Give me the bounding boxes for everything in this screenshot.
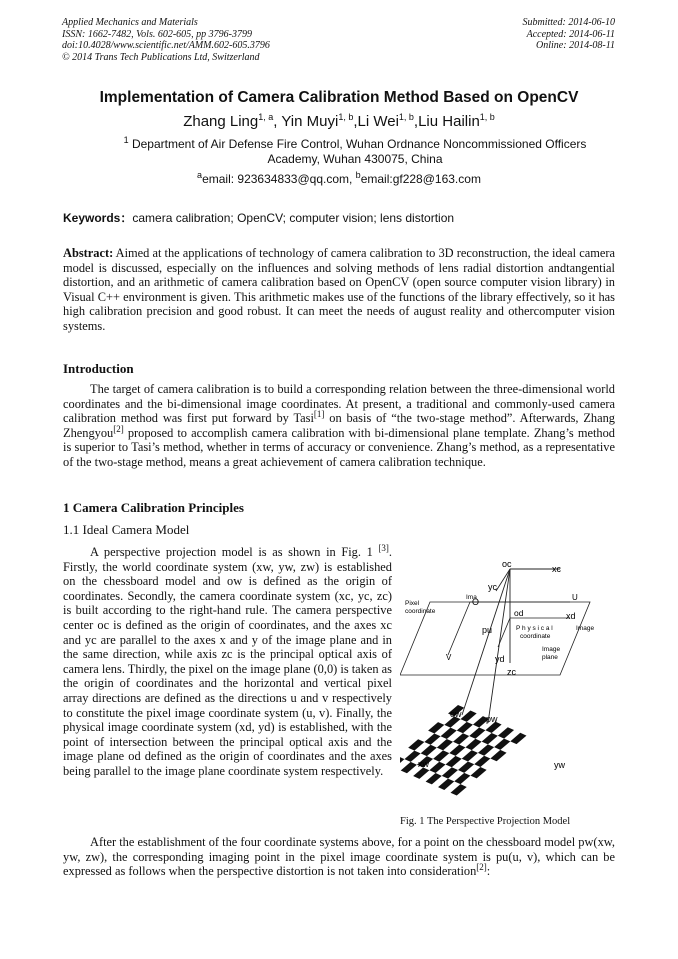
after-paragraph: After the establishment of the four coordinate systems above, for a point on the chessboard model pw(xw, yw, zw), the corresponding imaging point in the pixel image coordinate system is pu(u, v), which can be expressed as follows when the perspective distortion is not taken into consideration[2]:	[63, 835, 615, 879]
v-axis	[448, 602, 470, 655]
author-sup: 1, b	[338, 112, 354, 122]
intro-paragraph: The target of camera calibration is to build a corresponding relation between the three-dimensional world coordinates and the bi-dimensional image coordinates. At present, a traditional and commonly-used camera calibration method was first put forward by Tasi[1] on basis of “the two-stage method”. Afterwards, Zhang Zhengyou[2] proposed to accomplish camera calibration with bi-dimensional plane template. Zhang’s method is superior to Tasi’s method, whether in terms of accuracy or convenience. Zhang’s method, as a representative of the two-stage method, means a great achievement of camera calibration technique.	[63, 382, 615, 469]
label-o: O	[472, 597, 480, 607]
chessboard-square	[438, 779, 454, 790]
label-yw: yw	[554, 760, 565, 770]
chessboard-square	[482, 733, 498, 744]
keywords	[63, 209, 454, 226]
chessboard-square	[510, 733, 526, 744]
chessboard-square	[426, 773, 442, 784]
subsection-heading: 1.1 Ideal Camera Model	[63, 522, 190, 537]
submitted-date: Submitted: 2014-06-10	[522, 17, 615, 28]
email-line: $^a$email: 923634833@qq.com, $^b$email:gf228@163.com	[197, 170, 481, 186]
chessboard-square	[494, 739, 510, 750]
affiliation: $^1$ Department of Air Defense Fire Control, Wuhan Ordnance Noncommissioned Officers Academy, Wuhan 430075, China	[123, 135, 587, 166]
doi-line: doi:10.4028/www.scientific.net/AMM.602-605.3796	[62, 40, 270, 51]
citation: [2]	[113, 423, 124, 434]
label-pw: pw	[486, 714, 498, 724]
chessboard-square	[424, 733, 440, 744]
chessboard-square	[428, 722, 444, 733]
chessboard-square	[478, 744, 494, 755]
chessboard-square	[458, 761, 474, 772]
label-image-right: Image	[576, 625, 595, 632]
chessboard-square	[465, 739, 481, 750]
figure-caption: Fig. 1 The Perspective Projection Model	[400, 816, 571, 827]
label-xd: xd	[566, 611, 576, 621]
email-b: email:gf228@163.com	[360, 172, 481, 186]
citation: [1]	[313, 409, 325, 420]
perspective-projection-figure	[400, 555, 620, 813]
chessboard-square	[451, 784, 467, 795]
label-xw: xw	[418, 759, 429, 769]
author-name: Liu Hailin	[418, 113, 480, 130]
paper-title: Implementation of Camera Calibration Method Based on OpenCV	[99, 89, 579, 106]
citation: [2]	[476, 862, 487, 873]
keywords-text: camera calibration; OpenCV; computer vision; lens distortion	[132, 211, 455, 225]
label-yd: yd	[495, 654, 505, 664]
abstract-label: Abstract:	[63, 246, 114, 260]
chessboard-square	[469, 727, 485, 738]
chessboard-square	[453, 733, 469, 744]
label-physical: P h y s i c a l	[516, 625, 553, 632]
citation: [3]	[378, 542, 389, 553]
keywords-label: Keywords：	[63, 211, 133, 225]
journal-name: Applied Mechanics and Materials	[62, 17, 198, 28]
label-pixel-coordinate: coordinate	[405, 608, 436, 615]
abstract	[63, 246, 615, 334]
chessboard-square	[408, 739, 424, 750]
label-xc: xc	[552, 564, 561, 574]
author-name: Zhang Ling	[183, 113, 259, 130]
yc-axis	[496, 569, 510, 591]
online-date: Online: 2014-08-11	[536, 40, 615, 51]
chessboard-square	[446, 756, 462, 767]
issn-line: ISSN: 1662-7482, Vols. 602-605, pp 3796-3799	[62, 28, 252, 40]
label-physical-coordinate: coordinate	[520, 633, 551, 640]
chessboard-square	[429, 762, 445, 773]
intro-heading: Introduction	[63, 361, 134, 376]
label-yc: yc	[488, 582, 497, 592]
chessboard-square	[442, 767, 458, 778]
model-paragraph: A perspective projection model is as shown in Fig. 1 [3]. Firstly, the world coordinate system (xw, yw, zw) is established on the chessboard model and ow is defined as the origin of coordinates. Secondly, the camera coordinate system (xc, yc, zc) is built according to the right-hand rule. The camera perspective center oc is defined as the origin of coordinates, and the axes xc and yc are parallel to the axes x and y of the image plane and in the same direction, while axis zc is the principal optical axis of camera lens. Thirdly, the pixel on the image plane (0,0) is taken as the origin of coordinates and the horizontal and vertical pixel array directions are defined as the directions u and v respectively to constitute the pixel image coordinate system (u, v). Finally, the physical image coordinate system (xd, yd) is established, with the point of intersection between the principal optical axis and the image plane od defined as the origin of coordinates and the axes being parallel to the image plane coordinate system respectively.	[63, 542, 392, 778]
label-image-plane-1: Image	[542, 646, 561, 653]
chessboard-square	[449, 745, 465, 756]
chessboard-square	[457, 722, 473, 733]
chessboard-square	[498, 727, 514, 738]
chessboard-square	[470, 767, 486, 778]
chessboard-square	[462, 750, 478, 761]
author-sup: 1, a	[258, 112, 274, 122]
affiliation-text: Department of Air Defense Fire Control, Wuhan Ordnance Noncommissioned Officers Academy, Wuhan 430075, China	[131, 137, 587, 166]
chessboard-square	[401, 762, 417, 773]
yd-axis	[498, 618, 510, 647]
chessboard-square	[421, 745, 437, 756]
chessboard-square	[490, 750, 506, 761]
label-u: U	[572, 593, 578, 602]
label-v: V	[446, 653, 452, 662]
chessboard-square	[437, 739, 453, 750]
label-zc: zc	[507, 667, 516, 677]
author-list: Zhang Ling$^{1, a}$, Yin Muyi$^{1, b}$,Li Wei$^{1, b}$,Liu Hailin$^{1, b}$	[183, 112, 495, 130]
projection-line-ow	[462, 569, 510, 715]
chessboard-square	[454, 773, 470, 784]
chessboard-square	[474, 756, 490, 767]
journal-header	[62, 17, 270, 63]
label-image-fragment: Ima	[466, 594, 477, 601]
author-sup: 1, b	[479, 112, 495, 122]
chessboard-square	[413, 767, 429, 778]
label-image-plane-2: plane	[542, 654, 558, 661]
label-pu: pu	[482, 625, 493, 635]
dates-header	[523, 17, 616, 52]
author-name: Li Wei	[357, 113, 399, 130]
accepted-date: Accepted: 2014-06-11	[526, 28, 615, 40]
copyright-line: © 2014 Trans Tech Publications Ltd, Switzerland	[62, 51, 260, 63]
chessboard-square	[433, 750, 449, 761]
author-name: Yin Muyi	[281, 113, 339, 130]
chessboard	[400, 705, 526, 796]
label-pixel: Pixel	[405, 600, 420, 607]
email-a: email: 923634833@qq.com,	[202, 172, 356, 186]
label-oc: oc	[502, 559, 512, 569]
section-heading: 1 Camera Calibration Principles	[63, 500, 244, 515]
chessboard-square	[441, 728, 457, 739]
author-sup: 1, b	[398, 112, 414, 122]
projection-line-pw	[488, 569, 510, 723]
chessboard-square	[400, 756, 404, 767]
label-od: od	[514, 608, 524, 618]
abstract-text: Aimed at the applications of technology of camera calibration to 3D reconstruction, the ideal camera model is discussed, especially on the influences and solving methods of lens radial distortion andtangential distortion, and an arithmetic of camera calibration based on OpenCV (open source computer vision library) in Visual C++ environment is given. This arithmetic makes use of the functions of the library effectively, so it has high calibration precision and good robust. It can meet the needs of august reality and othercomputer vision systems.	[63, 246, 615, 333]
label-ow: ow	[450, 709, 462, 719]
